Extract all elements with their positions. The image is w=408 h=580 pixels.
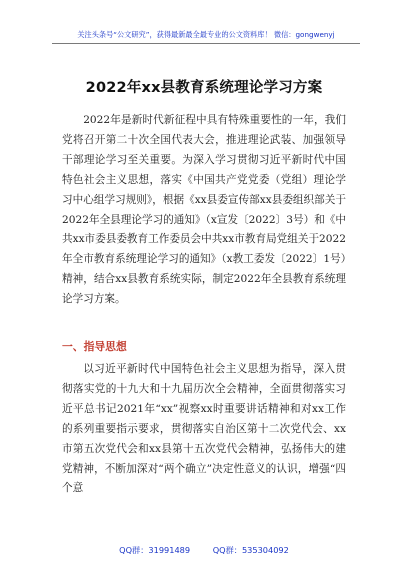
intro-section [62, 111, 346, 310]
section1-body [62, 360, 346, 499]
footer [0, 545, 408, 556]
header-banner: 关注头条号“公文研究”，获得最新最全最专业的公文资料库！ 微信：gongwenyj [52, 27, 360, 44]
footer-qq-group-1: QQ群：31991489 [119, 545, 191, 555]
intro-paragraph: 2022年是新时代新征程中具有特殊重要性的一年，我们党将召开第二十次全国代表大会，推进理论武装、加强领导干部理论学习至关重要。为深入学习贯彻习近平新时代中国特色社会主义思想，落实《中国共产党党委（党组）理论学习中心组学习规则》，根据《xx县委宣传部xx县委组织部关于2022年全县理论学习的通知》（x宣发〔2022〕3号）和《中共xx市委县委教育工作委员会中共xx市教育局党组关于2022年全市教育系统理论学习的通知》（x教工委发〔2022〕1号）精神，结合xx县教育系统实际，制定2022年全县教育系统理论学习方案。 [62, 114, 346, 306]
footer-qq-group-2: QQ群：535304092 [212, 545, 289, 555]
document-title: 2022年xx县教育系统理论学习方案 [85, 80, 323, 96]
section-heading-guiding-ideology: 一、指导思想 [62, 340, 127, 353]
section1-paragraph: 以习近平新时代中国特色社会主义思想为指导，深入贯彻落实党的十九大和十九届历次全会精神，全面贯彻落实习近平总书记2021年“xx”视察xx时重要讲话精神和对xx工作的系列重要指示要求，贯彻落实自治区第十二次党代会、xx市第五次党代会和xx县第十五次党代会精神，弘扬伟大的建党精神，不断加深对“两个确立”决定性意义的认识，增强“四个意 [62, 363, 346, 495]
